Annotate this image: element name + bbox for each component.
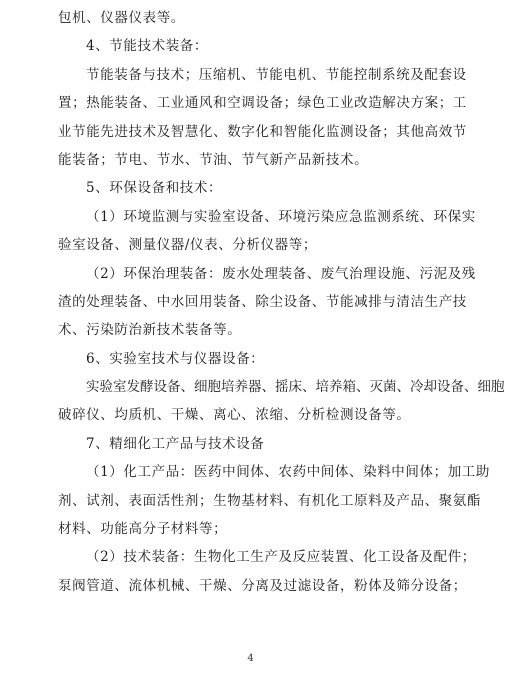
text-line: 剂、试剂、表面活性剂；生物基材料、有机化工原料及产品、聚氨酯 (58, 492, 481, 509)
section-heading: 5、环保设备和技术： (86, 180, 223, 197)
paragraph-first-line: （2）环保治理装备：废水处理装备、废气治理设施、污泥及残 (86, 265, 476, 282)
page-number: 4 (247, 653, 254, 664)
section-heading: 4、节能技术装备： (86, 38, 208, 55)
text-line: 术、污染防治新技术装备等。 (58, 322, 242, 339)
paragraph-first-line: （1）环境监测与实验室设备、环境污染应急监测系统、环保实 (86, 208, 476, 225)
text-line: 渣的处理装备、中水回用装备、除尘设备、节能减排与清洁生产技 (58, 293, 467, 310)
text-line: 业节能先进技术及智慧化、数字化和智能化监测设备；其他高效节 (58, 123, 467, 140)
text-line: 验室设备、测量仪器/仪表、分析仪器等； (58, 237, 317, 254)
text-line: 包机、仪器仪表等。 (58, 10, 185, 26)
paragraph-first-line: 实验室发酵设备、细胞培养器、摇床、培养箱、灭菌、冷却设备、细胞 (86, 379, 505, 396)
text-line: 置；热能装备、工业通风和空调设备；绿色工业改造解决方案；工 (58, 95, 467, 112)
body-text (58, 4, 505, 600)
text-line: 材料、功能高分子材料等； (58, 521, 228, 538)
text-line: 能装备；节电、节水、节油、节气新产品新技术。 (58, 151, 369, 168)
paragraph-first-line: 节能装备与技术；压缩机、节能电机、节能控制系统及配套设 (86, 66, 467, 83)
paragraph-first-line: （2）技术装备：生物化工生产及反应装置、化工设备及配件； (86, 549, 476, 566)
section-heading: 6、实验室技术与仪器设备： (86, 350, 265, 367)
section-heading: 7、精细化工产品与技术设备 (86, 435, 265, 452)
text-line: 破碎仪、均质机、干燥、离心、浓缩、分析检测设备等。 (58, 407, 411, 424)
text-line: 泵阀管道、流体机械、干燥、分离及过滤设备，粉体及筛分设备； (58, 577, 467, 594)
paragraph-first-line: （1）化工产品：医药中间体、农药中间体、染料中间体；加工助 (86, 464, 490, 481)
